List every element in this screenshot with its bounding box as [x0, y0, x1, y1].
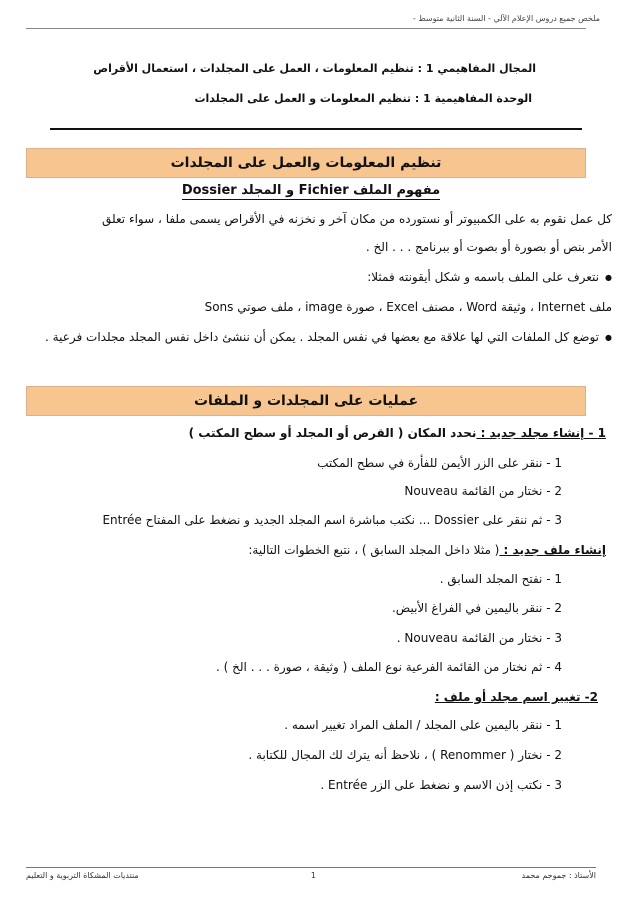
create-file-step-1: 1 - نفتح المجلد السابق . [439, 572, 562, 586]
bullet-identify-file: ● نتعرف على الملف باسمه و شكل أيقونته فمثلا: [367, 270, 612, 284]
heading-create-folder-title: 1 - إنشاء مجلد جديد : [476, 426, 606, 440]
section-banner-operations: عمليات على المجلدات و الملفات [26, 386, 586, 416]
create-file-step-2: 2 - ننقر باليمين في الفراغ الأبيض. [391, 601, 562, 615]
create-file-step-3: 3 - نختار من القائمة Nouveau . [396, 631, 562, 645]
file-type-examples: ملف Internet ، وثيقة Word ، مصنف Excel ، صورة image ، ملف صوتي Sons [204, 300, 612, 314]
rename-step-1: 1 - ننقر باليمين على المجلد / الملف المراد تغيير اسمه . [284, 718, 562, 732]
create-file-step-4: 4 - ثم نختار من القائمة الفرعية نوع الملف ( وثيقة ، صورة . . . الخ ) . [216, 660, 562, 674]
page-header-caption: ملخص جميع دروس الإعلام الآلي - السنة الثانية متوسط - [412, 14, 600, 23]
definition-line-1: كل عمل نقوم به على الكمبيوتر أو نستورده من مكان آخر و نخزنه في الأقراص يسمى ملفا ، سواء تعلق [102, 212, 612, 226]
heading-create-folder [189, 426, 606, 440]
create-folder-step-1: 1 - ننقر على الزر الأيمن للفأرة في سطح المكتب [317, 456, 562, 470]
heading-create-file [248, 543, 606, 557]
heading-rename-title: 2- تغيير اسم مجلد أو ملف : [434, 690, 598, 704]
rename-step-3: 3 - نكتب إذن الاسم و نضغط على الزر Entrée . [320, 778, 562, 792]
definition-line-2: الأمر بنص أو بصورة أو بصوت أو ببرنامج . . . الخ . [365, 240, 612, 254]
footer-divider [26, 867, 596, 868]
section-banner-organizing: تنظيم المعلومات والعمل على المجلدات [26, 148, 586, 178]
subtitle-file-folder [0, 183, 622, 198]
heading-create-file-title: إنشاء ملف جديد : [499, 543, 606, 557]
heading-create-folder-desc: نحدد المكان ( القرص أو المجلد أو سطح المكتب ) [188, 426, 477, 440]
header-divider [26, 28, 586, 29]
footer-forum: منتديات المشكاة التربوية و التعليم [26, 871, 139, 880]
conceptual-unit: الوحدة المفاهيمية 1 : تنظيم المعلومات و العمل على المجلدات [194, 92, 532, 105]
rename-step-2: 2 - نختار ( Renommer ) ، نلاحظ أنه يترك لك المجال للكتابة . [248, 748, 562, 762]
footer-page-number: 1 [310, 871, 316, 880]
bullet-folder-grouping: ● توضع كل الملفات التي لها علاقة مع بعضها في نفس المجلد . يمكن أن ننشئ داخل نفس المجلد مجلدات فرعية . [30, 326, 612, 350]
subtitle-text: مفهوم الملف Fichier و المجلد Dossier [181, 183, 441, 198]
create-folder-step-3: 3 - ثم ننقر على Dossier ... نكتب مباشرة اسم المجلد الجديد و نضغط على المفتاح Entrée [102, 513, 562, 527]
heading-rename [435, 690, 598, 704]
section-divider [50, 128, 582, 130]
footer-teacher: الأستاذ : جموجم محمد [521, 871, 596, 880]
conceptual-field: المجال المفاهيمي 1 : تنظيم المعلومات ، العمل على المجلدات ، استعمال الأقراص [93, 62, 536, 75]
create-folder-step-2: 2 - نختار من القائمة Nouveau [404, 484, 562, 498]
heading-create-file-desc: ( مثلا داخل المجلد السابق ) ، نتبع الخطوات التالية: [248, 543, 500, 557]
